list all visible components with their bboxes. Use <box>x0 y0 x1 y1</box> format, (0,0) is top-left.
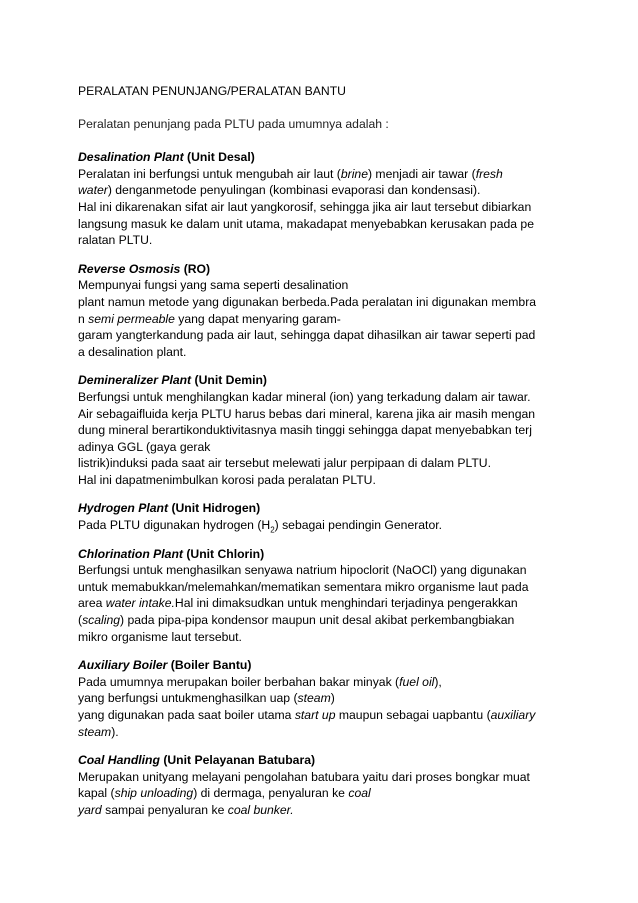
paragraph-line: Peralatan ini berfungsi untuk mengubah air laut (brine) menjadi air tawar (fresh <box>78 166 503 181</box>
section-title-indonesian: (Boiler Bantu) <box>167 658 252 673</box>
section-title-english: Chlorination Plant <box>78 546 183 561</box>
paragraph-line: Air sebagaifluida kerja PLTU harus bebas dari mineral, karena jika air masih mengan <box>78 406 536 421</box>
section-title-english: Coal Handling <box>78 753 160 768</box>
section-auxiliary-boiler <box>78 657 568 740</box>
section-title-english: Desalination Plant <box>78 150 184 165</box>
paragraph-line: Pada umumnya merupakan boiler berbahan bakar minyak (fuel oil), <box>78 674 442 689</box>
paragraph-line: kapal (ship unloading) di dermaga, penyaluran ke coal <box>78 786 371 801</box>
section-title-indonesian: (Unit Hidrogen) <box>168 501 261 516</box>
section-title-english: Demineralizer Plant <box>78 373 192 388</box>
document-page <box>78 83 568 831</box>
paragraph-line: water) denganmetode penyulingan (kombinasi evaporasi dan kondensasi). <box>78 183 481 198</box>
section-title-indonesian: (Unit Pelayanan Batubara) <box>159 753 316 768</box>
italic-term: steam <box>78 724 112 739</box>
section-title <box>78 372 568 389</box>
paragraph-line: area water intake.Hal ini dimaksudkan untuk menghindari terjadinya pengerakkan <box>78 596 518 611</box>
paragraph-line: Hal ini dikarenakan sifat air laut yangkorosif, sehingga jika air laut tersebut dibiarkan <box>78 199 532 214</box>
paragraph-line: Berfungsi untuk menghilangkan kadar mineral (ion) yang terkadung dalam air tawar. <box>78 389 531 404</box>
paragraph-line: listrik)induksi pada saat air tersebut melewati jalur perpipaan di dalam PLTU. <box>78 456 491 471</box>
section-title-english: Auxiliary Boiler <box>78 658 168 673</box>
paragraph-line: adinya GGL (gaya gerak <box>78 439 211 454</box>
italic-term: water intake. <box>105 596 175 611</box>
section-title <box>78 752 568 769</box>
paragraph-line: mikro organisme laut tersebut. <box>78 629 242 644</box>
paragraph-line: n semi permeable yang dapat menyaring garam- <box>78 311 341 326</box>
section-title-english: Hydrogen Plant <box>78 501 169 516</box>
paragraph-line: yard sampai penyaluran ke coal bunker. <box>78 802 294 817</box>
italic-term: ship unloading <box>114 786 194 801</box>
section-hydrogen-plant <box>78 500 568 533</box>
italic-term: start up <box>294 708 336 722</box>
paragraph-line: Merupakan unityang melayani pengolahan batubara yaitu dari proses bongkar muat <box>78 769 530 784</box>
paragraph-line: plant namun metode yang digunakan berbeda.Pada peralatan ini digunakan membra <box>78 294 537 309</box>
section-title <box>78 500 568 517</box>
paragraph-line: a desalination plant. <box>78 344 187 359</box>
page-heading: PERALATAN PENUNJANG/PERALATAN BANTU <box>78 84 346 98</box>
paragraph-line: yang digunakan pada saat boiler utama start up maupun sebagai uapbantu (auxiliary <box>78 708 536 722</box>
section-reverse-osmosis <box>78 261 568 361</box>
italic-term: scaling <box>82 613 120 628</box>
paragraph-line: untuk memabukkan/melemahkan/mematikan sementara mikro organisme laut pada <box>78 579 529 594</box>
italic-term: steam <box>297 691 331 706</box>
intro-text: Peralatan penunjang pada PLTU pada umumnya adalah : <box>78 116 389 131</box>
sections-container <box>78 149 568 818</box>
subscript: 2 <box>270 525 275 535</box>
italic-term: fresh <box>475 166 503 181</box>
section-title <box>78 546 568 563</box>
paragraph-line: Berfungsi untuk menghasilkan senyawa natrium hipoclorit (NaOCl) yang digunakan <box>78 563 527 578</box>
italic-term: semi permeable <box>88 311 175 326</box>
italic-term: brine <box>340 166 368 181</box>
paragraph-line: yang berfungsi untukmenghasilkan uap (steam) <box>78 691 335 706</box>
section-title <box>78 261 568 278</box>
section-title-indonesian: (Unit Chlorin) <box>182 546 265 561</box>
paragraph-line: dung mineral berartikonduktivitasnya masih tinggi sehingga dapat menyebabkan terj <box>78 423 532 438</box>
italic-term: coal bunker. <box>227 802 294 817</box>
section-title <box>78 657 568 674</box>
paragraph-line: Pada PLTU digunakan hydrogen $(H_2)$ sebagai pendingin Generator. <box>78 518 442 535</box>
paragraph-line: langsung masuk ke dalam unit utama, makadapat menyebabkan kerusakan pada pe <box>78 216 534 231</box>
section-title-indonesian: (Unit Demin) <box>191 373 267 388</box>
section-title-indonesian: (Unit Desal) <box>183 150 255 165</box>
section-chlorination-plant <box>78 546 568 646</box>
section-title <box>78 149 568 166</box>
paragraph-line: Hal ini dapatmenimbulkan korosi pada peralatan PLTU. <box>78 472 376 487</box>
italic-term: coal <box>348 786 371 801</box>
section-title-indonesian: (RO) <box>180 261 211 276</box>
paragraph-line: garam yangterkandung pada air laut, sehingga dapat dihasilkan air tawar seperti pad <box>78 328 536 343</box>
paragraph-line: steam). <box>78 724 119 739</box>
paragraph-line: ralatan PLTU. <box>78 233 153 248</box>
italic-term: water <box>78 183 108 198</box>
italic-term: yard <box>78 802 102 817</box>
italic-term: auxiliary <box>490 708 536 722</box>
paragraph-line: Mempunyai fungsi yang sama seperti desalination <box>78 278 349 293</box>
section-demineralizer-plant <box>78 372 568 488</box>
italic-term: fuel oil <box>399 674 435 689</box>
section-title-english: Reverse Osmosis <box>78 261 181 276</box>
section-desalination-plant <box>78 149 568 249</box>
paragraph-line: (scaling) pada pipa-pipa kondensor maupun unit desal akibat perkembangbiakan <box>78 613 515 628</box>
section-coal-handling <box>78 752 568 818</box>
